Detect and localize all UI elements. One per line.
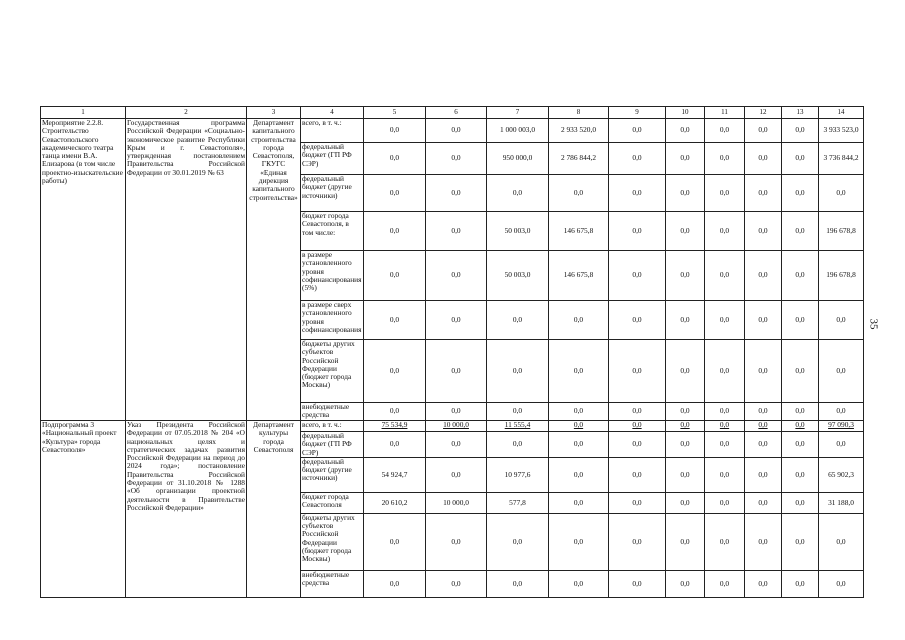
- funding-source-cell: всего, в т. ч.:: [301, 119, 364, 143]
- funding-source-cell: бюджет города Севастополя: [301, 492, 364, 513]
- value-cell: 0,0: [487, 301, 549, 340]
- value-cell: 0,0: [609, 212, 666, 251]
- value-cell: 0,0: [819, 513, 864, 570]
- value-cell: 0,0: [426, 175, 487, 212]
- value-cell: 2 786 844,2: [549, 143, 609, 175]
- budget-table: [40, 106, 864, 598]
- value-cell: 0,0: [549, 570, 609, 597]
- value-cell: 0,0: [819, 340, 864, 403]
- value-cell: 0,0: [819, 175, 864, 212]
- activity-cell: Мероприятие 2.2.8. Строительство Севастопольского академического театра танца имени В.А. Елизарова (в том числе проектно-изыскательские работы): [41, 119, 126, 421]
- value-cell: 0,0: [705, 175, 745, 212]
- funding-source-cell: федеральный бюджет (другие источники): [301, 175, 364, 212]
- column-header: 12: [745, 107, 782, 119]
- value-cell: 0,0: [705, 251, 745, 301]
- value-cell: 0,0: [609, 175, 666, 212]
- value-cell: 0,0: [745, 119, 782, 143]
- funding-source-cell: всего, в т. ч.:: [301, 421, 364, 432]
- value-cell: 0,0: [364, 301, 426, 340]
- column-header: 1: [41, 107, 126, 119]
- value-cell: 0,0: [666, 251, 705, 301]
- value-cell: 0,0: [487, 403, 549, 421]
- value-cell: 0,0: [364, 403, 426, 421]
- value-cell: 0,0: [819, 570, 864, 597]
- table-body: [41, 107, 864, 598]
- value-cell: 0,0: [745, 432, 782, 458]
- value-cell: 0,0: [666, 119, 705, 143]
- value-cell: 0,0: [745, 340, 782, 403]
- value-cell: 0,0: [549, 492, 609, 513]
- value-cell: 0,0: [782, 513, 819, 570]
- funding-source-cell: внебюджетные средства: [301, 570, 364, 597]
- activity-cell: Подпрограмма 3 «Национальный проект «Культура» города Севастополя»: [41, 421, 126, 598]
- funding-source-cell: в размере установленного уровня софинансирования (5%): [301, 251, 364, 301]
- value-cell: 11 555,4: [487, 421, 549, 432]
- funding-source-cell: внебюджетные средства: [301, 403, 364, 421]
- value-cell: 0,0: [782, 212, 819, 251]
- value-cell: 0,0: [745, 421, 782, 432]
- basis-cell: Государственная программа Российской Федерации «Социально-экономическое развитие Республики Крым и г. Севастополя», утвержденная постановлением Правительства Российской Федерации от 30.01.2019 № 63: [126, 119, 247, 421]
- value-cell: 1 000 003,0: [487, 119, 549, 143]
- column-header: 9: [609, 107, 666, 119]
- value-cell: 0,0: [666, 340, 705, 403]
- value-cell: 0,0: [819, 301, 864, 340]
- value-cell: 0,0: [426, 301, 487, 340]
- value-cell: 0,0: [549, 175, 609, 212]
- value-cell: 0,0: [782, 301, 819, 340]
- value-cell: 0,0: [487, 175, 549, 212]
- value-cell: 0,0: [745, 251, 782, 301]
- column-header: 13: [782, 107, 819, 119]
- value-cell: 0,0: [819, 403, 864, 421]
- value-cell: 0,0: [705, 212, 745, 251]
- value-cell: 0,0: [705, 457, 745, 492]
- value-cell: 0,0: [609, 251, 666, 301]
- value-cell: 10 000,0: [426, 492, 487, 513]
- value-cell: 0,0: [426, 212, 487, 251]
- value-cell: 0,0: [745, 212, 782, 251]
- value-cell: 0,0: [426, 251, 487, 301]
- value-cell: 0,0: [666, 212, 705, 251]
- value-cell: 3 736 844,2: [819, 143, 864, 175]
- value-cell: 0,0: [705, 432, 745, 458]
- value-cell: 196 678,8: [819, 212, 864, 251]
- value-cell: 0,0: [666, 421, 705, 432]
- value-cell: 0,0: [666, 175, 705, 212]
- value-cell: 0,0: [666, 432, 705, 458]
- value-cell: 0,0: [487, 513, 549, 570]
- value-cell: 0,0: [364, 212, 426, 251]
- funding-source-cell: федеральный бюджет (ГП РФ СЭР): [301, 143, 364, 175]
- executor-cell: Департамент культуры города Севастополя: [247, 421, 301, 598]
- value-cell: 65 902,3: [819, 457, 864, 492]
- value-cell: 0,0: [426, 432, 487, 458]
- value-cell: 0,0: [745, 570, 782, 597]
- column-header-row: [41, 107, 864, 119]
- value-cell: 3 933 523,0: [819, 119, 864, 143]
- column-header: 3: [247, 107, 301, 119]
- value-cell: 0,0: [666, 403, 705, 421]
- value-cell: 0,0: [426, 119, 487, 143]
- value-cell: 0,0: [549, 421, 609, 432]
- funding-source-cell: федеральный бюджет (ГП РФ СЭР): [301, 432, 364, 458]
- value-cell: 0,0: [745, 301, 782, 340]
- value-cell: 0,0: [705, 513, 745, 570]
- value-cell: 0,0: [666, 570, 705, 597]
- value-cell: 0,0: [705, 492, 745, 513]
- column-header: 6: [426, 107, 487, 119]
- value-cell: 0,0: [364, 340, 426, 403]
- funding-source-cell: федеральный бюджет (другие источники): [301, 457, 364, 492]
- value-cell: 20 610,2: [364, 492, 426, 513]
- value-cell: 0,0: [782, 492, 819, 513]
- value-cell: 10 000,0: [426, 421, 487, 432]
- executor-cell: Департамент капитального строительства города Севастополя, ГКУГС «Единая дирекция капитального строительства»: [247, 119, 301, 421]
- value-cell: 0,0: [364, 175, 426, 212]
- value-cell: 2 933 520,0: [549, 119, 609, 143]
- value-cell: 0,0: [426, 143, 487, 175]
- page-number: 35: [867, 318, 880, 330]
- value-cell: 0,0: [666, 143, 705, 175]
- value-cell: 0,0: [782, 403, 819, 421]
- value-cell: 0,0: [745, 457, 782, 492]
- column-header: 11: [705, 107, 745, 119]
- value-cell: 0,0: [487, 570, 549, 597]
- value-cell: 0,0: [705, 570, 745, 597]
- value-cell: 0,0: [426, 570, 487, 597]
- value-cell: 0,0: [609, 513, 666, 570]
- value-cell: 0,0: [364, 119, 426, 143]
- value-cell: 0,0: [609, 432, 666, 458]
- value-cell: 0,0: [782, 175, 819, 212]
- value-cell: 146 675,8: [549, 251, 609, 301]
- value-cell: 0,0: [745, 492, 782, 513]
- value-cell: 0,0: [487, 340, 549, 403]
- value-cell: 50 003,0: [487, 212, 549, 251]
- value-cell: 0,0: [426, 513, 487, 570]
- value-cell: 0,0: [705, 119, 745, 143]
- value-cell: 10 977,6: [487, 457, 549, 492]
- value-cell: 0,0: [782, 119, 819, 143]
- value-cell: 0,0: [782, 432, 819, 458]
- column-header: 4: [301, 107, 364, 119]
- value-cell: 0,0: [426, 403, 487, 421]
- value-cell: 0,0: [745, 143, 782, 175]
- value-cell: 0,0: [549, 301, 609, 340]
- value-cell: 0,0: [549, 432, 609, 458]
- value-cell: 0,0: [705, 421, 745, 432]
- funding-source-cell: бюджеты других субъектов Российской Федерации (бюджет города Москвы): [301, 340, 364, 403]
- column-header: 5: [364, 107, 426, 119]
- value-cell: 0,0: [666, 301, 705, 340]
- value-cell: 196 678,8: [819, 251, 864, 301]
- value-cell: 0,0: [782, 340, 819, 403]
- column-header: 7: [487, 107, 549, 119]
- value-cell: 50 003,0: [487, 251, 549, 301]
- column-header: 2: [126, 107, 247, 119]
- value-cell: 0,0: [364, 570, 426, 597]
- value-cell: 577,8: [487, 492, 549, 513]
- value-cell: 0,0: [705, 403, 745, 421]
- table-row: [41, 119, 864, 143]
- value-cell: 0,0: [666, 513, 705, 570]
- value-cell: 0,0: [609, 143, 666, 175]
- value-cell: 0,0: [666, 492, 705, 513]
- column-header: 10: [666, 107, 705, 119]
- basis-cell: Указ Президента Российской Федерации от 07.05.2018 № 204 «О национальных целях и стратегических задачах развития Российской Федерации на период до 2024 года»; постановление Правительства Российской Федерации от 31.10.2018 № 1288 «Об организации проектной деятельности в Правительстве Российской Федерации»: [126, 421, 247, 598]
- value-cell: 0,0: [782, 143, 819, 175]
- value-cell: 0,0: [609, 119, 666, 143]
- value-cell: 0,0: [549, 457, 609, 492]
- value-cell: 0,0: [609, 403, 666, 421]
- value-cell: 0,0: [609, 570, 666, 597]
- value-cell: 0,0: [782, 457, 819, 492]
- value-cell: 0,0: [609, 492, 666, 513]
- value-cell: 0,0: [819, 432, 864, 458]
- value-cell: 0,0: [364, 251, 426, 301]
- value-cell: 0,0: [745, 175, 782, 212]
- funding-source-cell: бюджет города Севастополя, в том числе:: [301, 212, 364, 251]
- value-cell: 0,0: [705, 340, 745, 403]
- value-cell: 0,0: [364, 513, 426, 570]
- value-cell: 0,0: [745, 403, 782, 421]
- value-cell: 0,0: [782, 570, 819, 597]
- value-cell: 0,0: [782, 421, 819, 432]
- value-cell: 0,0: [487, 432, 549, 458]
- value-cell: 0,0: [609, 457, 666, 492]
- column-header: 14: [819, 107, 864, 119]
- value-cell: 0,0: [609, 340, 666, 403]
- value-cell: 97 090,3: [819, 421, 864, 432]
- value-cell: 75 534,9: [364, 421, 426, 432]
- funding-source-cell: бюджеты других субъектов Российской Федерации (бюджет города Москвы): [301, 513, 364, 570]
- value-cell: 0,0: [426, 457, 487, 492]
- value-cell: 0,0: [609, 421, 666, 432]
- value-cell: 0,0: [609, 301, 666, 340]
- table-row: [41, 421, 864, 432]
- value-cell: 54 924,7: [364, 457, 426, 492]
- value-cell: 31 188,0: [819, 492, 864, 513]
- value-cell: 0,0: [745, 513, 782, 570]
- value-cell: 0,0: [549, 403, 609, 421]
- value-cell: 0,0: [705, 143, 745, 175]
- value-cell: 0,0: [705, 301, 745, 340]
- value-cell: 0,0: [666, 457, 705, 492]
- value-cell: 0,0: [364, 432, 426, 458]
- value-cell: 146 675,8: [549, 212, 609, 251]
- value-cell: 0,0: [549, 513, 609, 570]
- value-cell: 0,0: [426, 340, 487, 403]
- funding-source-cell: в размере сверх установленного уровня софинансирования: [301, 301, 364, 340]
- value-cell: 0,0: [364, 143, 426, 175]
- value-cell: 0,0: [782, 251, 819, 301]
- column-header: 8: [549, 107, 609, 119]
- value-cell: 0,0: [549, 340, 609, 403]
- value-cell: 950 000,0: [487, 143, 549, 175]
